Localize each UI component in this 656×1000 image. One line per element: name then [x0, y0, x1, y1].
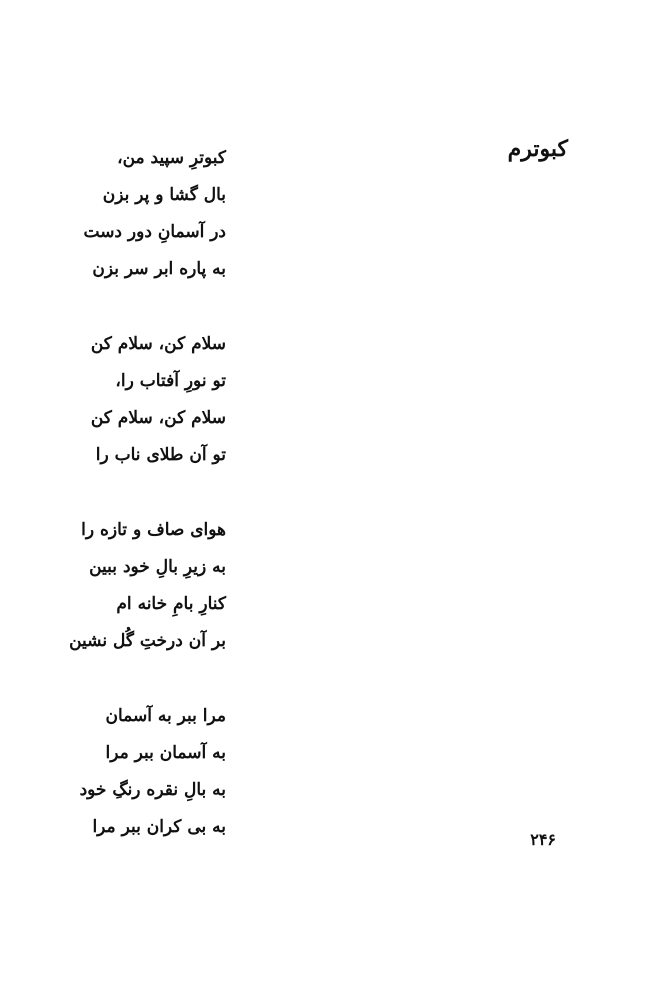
poem-line: کنارِ بامِ خانه ام	[116, 594, 226, 614]
poem-line: سلام کن، سلام کن	[90, 334, 226, 354]
poem-title: کبوترم	[507, 136, 568, 162]
poem-line: به پاره ابر سر بزن	[92, 259, 226, 279]
poem-line: به آسمان ببر مرا	[105, 743, 226, 763]
poem-line: بر آن درختِ گُل نشین	[69, 631, 226, 651]
poem-line: به زیرِ بالِ خود ببین	[89, 557, 226, 577]
poem-line: به بالِ نقره رنگِ خود	[79, 780, 226, 800]
poem-line: هوای صاف و تازه را	[81, 520, 226, 540]
poem-line: تو آن طلای ناب را	[95, 445, 226, 465]
poem-line: به بی کران ببر مرا	[92, 817, 226, 837]
stanza-3	[69, 512, 226, 660]
page-number: ۲۴۶	[530, 830, 556, 849]
poem-line: تو نورِ آفتاب را،	[115, 371, 226, 391]
stanza-1	[69, 140, 226, 288]
poem-line: بال گشا و پر بزن	[102, 185, 226, 205]
poem-line: مرا ببر به آسمان	[105, 706, 226, 726]
stanza-4	[69, 698, 226, 846]
poem-line: در آسمانِ دور دست	[83, 222, 226, 242]
poem-line: کبوترِ سپید من،	[117, 148, 226, 168]
stanza-2	[69, 326, 226, 474]
poem-line: سلام کن، سلام کن	[90, 408, 226, 428]
poem-body	[69, 140, 226, 884]
